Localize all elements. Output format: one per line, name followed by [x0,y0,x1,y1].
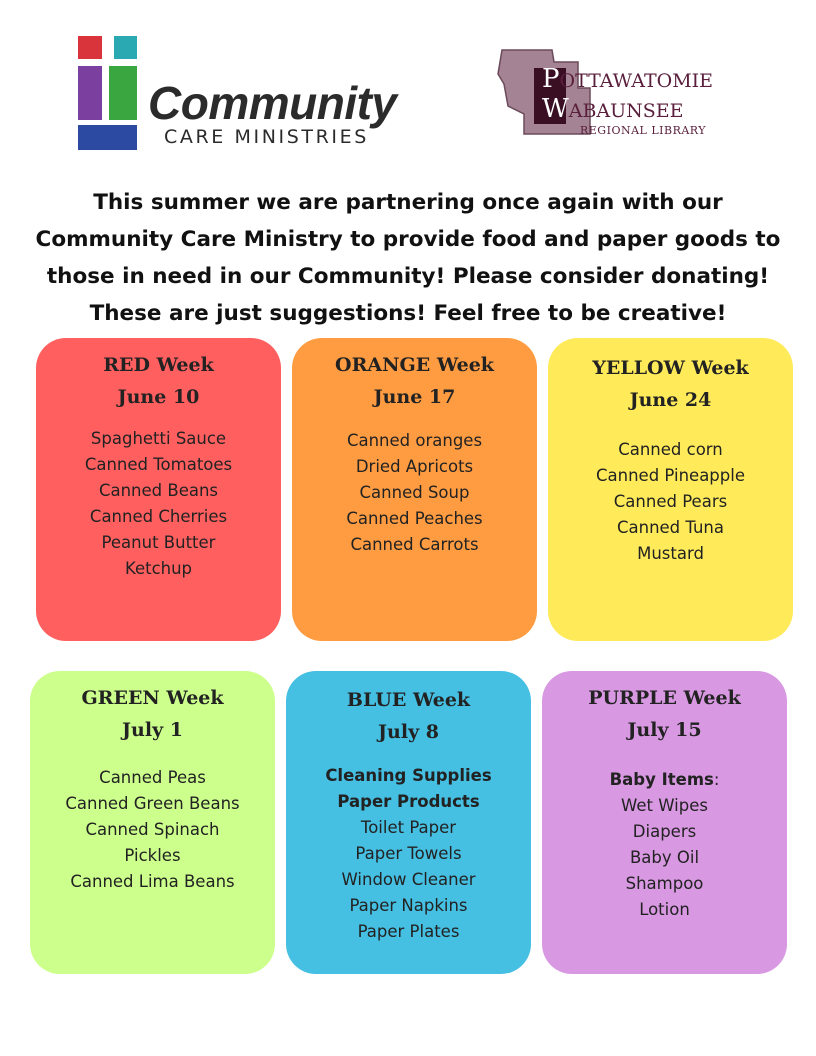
list-item: Canned Tomatoes [84,455,233,474]
list-item: Canned corn [618,440,723,459]
list-item: Canned oranges [346,431,483,450]
card-week-date: July 15 [627,719,702,741]
list-item: Canned Tuna [616,518,725,537]
card-week-date: June 24 [629,389,712,411]
card-item-list [36,426,281,582]
list-item: Pickles [124,846,181,865]
list-header-label: Baby Items [609,770,714,789]
list-header-colon: : [713,770,720,789]
list-item: Toilet Paper [360,818,457,837]
red-week-card [36,338,281,641]
library-logo-line2-rest: ABAUNSEE [568,100,684,122]
list-item: Peanut Butter [101,533,216,552]
logo-word-care-ministries: CARE MINISTRIES [164,126,369,148]
logo-square-red [78,36,102,59]
card-item-list [286,763,531,945]
card-week-title: YELLOW Week [592,357,749,379]
list-item: Lotion [639,900,690,919]
card-week-date: July 8 [378,721,439,743]
purple-week-card [542,671,787,974]
list-item: Canned Peaches [346,509,483,528]
list-item: Paper Plates [357,922,460,941]
card-item-list [30,765,275,895]
card-week-title: GREEN Week [81,687,224,709]
list-item: Paper Towels [355,844,462,863]
list-item: Wet Wipes [621,796,708,815]
list-item: Canned Cherries [89,507,228,526]
library-logo-line1-rest: OTTAWATOMIE [559,70,714,92]
logo-square-teal [114,36,137,59]
intro-paragraph: This summer we are partnering once again with our Community Care Ministry to provide food and paper goods to those in need in our Community! Please consider donating! These are just suggestions! Feel free to be creative! [35,190,781,326]
logo-bar-blue [78,125,137,150]
blue-week-card [286,671,531,974]
list-item: Canned Peas [99,768,206,787]
list-item: Window Cleaner [341,870,476,889]
library-logo-line3: REGIONAL LIBRARY [580,124,706,137]
orange-week-card [292,338,537,641]
list-item: Canned Beans [98,481,219,500]
yellow-week-card [548,338,793,641]
list-item: Canned Lima Beans [70,872,235,891]
list-header [542,767,787,793]
list-item: Canned Spinach [85,820,220,839]
list-item-heading: Cleaning Supplies [325,766,492,785]
pottawatomie-wabaunsee-library-logo [494,44,754,144]
list-item: Canned Carrots [350,535,479,554]
list-item: Canned Pineapple [596,466,745,485]
list-item: Dried Apricots [355,457,474,476]
list-item: Canned Green Beans [65,794,240,813]
library-logo-line2 [542,94,684,124]
list-item: Shampoo [625,874,704,893]
card-item-list [292,428,537,558]
logo-bar-purple [78,66,102,120]
card-item-list [548,437,793,567]
card-week-date: June 10 [117,386,200,408]
card-week-date: July 1 [122,719,183,741]
list-item: Mustard [637,544,704,563]
list-item: Canned Soup [359,483,470,502]
card-week-title: RED Week [103,354,214,376]
card-week-title: ORANGE Week [335,354,494,376]
list-item: Spaghetti Sauce [90,429,227,448]
library-logo-line2-cap: W [542,94,569,124]
logo-word-community: Community [148,77,397,129]
library-logo-line1 [542,64,713,94]
list-item: Diapers [632,822,697,841]
logo-bar-green [109,66,137,120]
list-item-heading: Paper Products [337,792,480,811]
card-item-list [542,793,787,923]
library-logo-line1-cap: P [542,64,560,94]
card-week-title: PURPLE Week [588,687,741,709]
list-item: Canned Pears [613,492,728,511]
green-week-card [30,671,275,974]
community-care-ministries-logo [78,36,418,152]
list-item: Paper Napkins [349,896,468,915]
card-week-title: BLUE Week [346,689,471,711]
list-item: Ketchup [124,559,193,578]
list-item: Baby Oil [629,848,700,867]
card-week-date: June 17 [373,386,456,408]
